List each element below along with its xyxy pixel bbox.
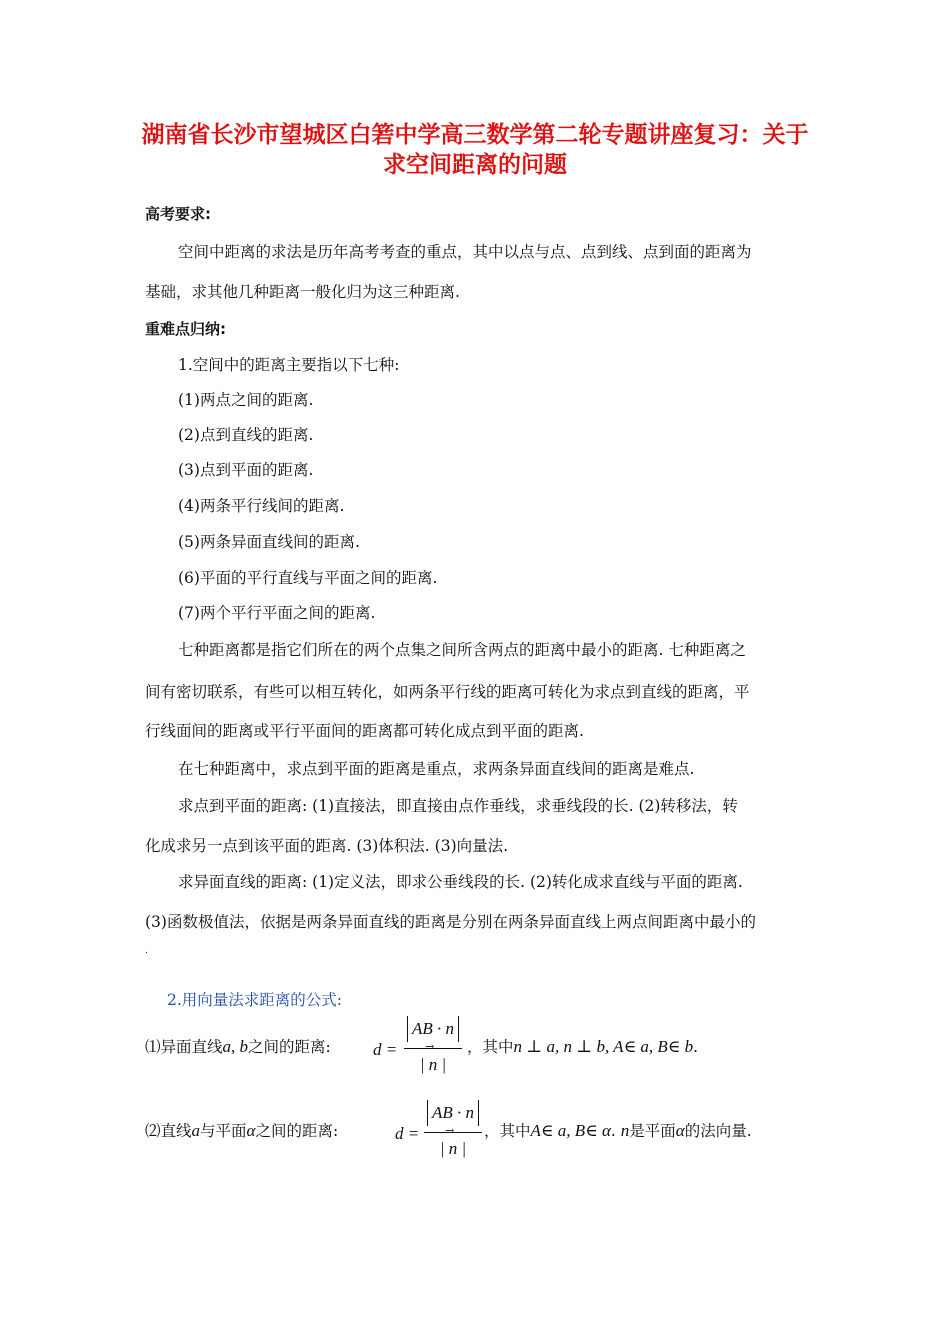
formula-1-d: d =	[373, 1040, 398, 1059]
formula-2-tail-2: 的法向量.	[684, 1122, 752, 1140]
paragraph-line: 间有密切联系，有些可以相互转化，如两条平行线的距离可转化为求点到直线的距离，平	[145, 683, 750, 701]
list-item: (1)两点之间的距离.	[178, 391, 314, 409]
formula-1-vars: a, b	[222, 1037, 249, 1056]
formula-1-denominator: | n |	[419, 1055, 447, 1075]
list-item: (4)两条平行线间的距离.	[178, 497, 345, 515]
section-heading-key-points: 重难点归纳:	[145, 320, 226, 338]
formula-2-d: d =	[395, 1124, 420, 1143]
list-intro: 1.空间中的距离主要指以下七种:	[178, 356, 400, 374]
formula-2-dot: .	[610, 1122, 616, 1140]
title-line-2: 求空间距离的问题	[383, 152, 567, 178]
formula-1-where-text: ，其中	[467, 1038, 514, 1056]
formula-2-var-alpha-2: α	[675, 1121, 685, 1140]
paragraph-line: 求点到平面的距离: (1)直接法，即直接由点作垂线，求垂线段的长. (2)转移法，转	[178, 797, 738, 815]
section-heading-requirements: 高考要求:	[145, 205, 211, 223]
paragraph-line: 行线面间的距离或平行平面间的距离都可转化成点到平面的距离.	[145, 722, 584, 740]
formula-2-mid: 与平面	[200, 1122, 247, 1140]
formula-1-where	[467, 1035, 698, 1057]
list-item: (5)两条异面直线间的距离.	[178, 533, 360, 551]
document-title	[120, 120, 830, 180]
paragraph-line: 在七种距离中，求点到平面的距离是重点，求两条异面直线间的距离是难点.	[178, 760, 695, 778]
formula-1-end: .	[693, 1038, 699, 1056]
formula-2-where-text: ，其中	[484, 1122, 531, 1140]
formula-1-numerator: AB · n	[407, 1016, 459, 1042]
paragraph-line: 求异面直线的距离: (1)定义法，即求公垂线段的长. (2)转化成求直线与平面的距离.	[178, 873, 743, 891]
formula-2-var-a: a	[191, 1121, 201, 1140]
title-line-1: 湖南省长沙市望城区白箬中学高三数学第二轮专题讲座复习：关于	[141, 122, 809, 148]
formula-1-label	[145, 1035, 331, 1057]
formula-2-tail-1: 是平面	[629, 1122, 676, 1140]
formula-2-numerator: AB · n	[427, 1100, 479, 1126]
vector-arrow-icon: →	[445, 1124, 455, 1137]
formula-2-prefix: ⑵直线	[145, 1122, 192, 1140]
paragraph-line: 基础，求其他几种距离一般化归为这三种距离.	[145, 283, 460, 301]
paragraph-line: 空间中距离的求法是历年高考考查的重点，其中以点与点、点到线、点到面的距离为	[178, 243, 752, 261]
formula-2-label	[145, 1119, 338, 1141]
formula-2-denominator: | n |	[439, 1139, 467, 1159]
formula-1-conditions: n ⊥ a, n ⊥ b, A∈ a, B∈ b	[513, 1037, 694, 1056]
formula-1-prefix: ⑴异面直线	[145, 1038, 223, 1056]
paragraph-line: 化成求另一点到该平面的距离. (3)体积法. (3)向量法.	[145, 837, 509, 855]
paragraph-line: .	[145, 946, 148, 956]
paragraph-line: 七种距离都是指它们所在的两个点集之间所含两点的距离中最小的距离. 七种距离之	[178, 641, 746, 659]
list-item: (7)两个平行平面之间的距离.	[178, 604, 376, 622]
formula-2-conditions: A∈ a, B∈ α	[530, 1121, 611, 1140]
formula-2-where	[484, 1119, 752, 1141]
formula-2-var-alpha: α	[246, 1121, 256, 1140]
section-heading-vector-method: 2.用向量法求距离的公式:	[167, 991, 343, 1009]
formula-1-suffix: 之间的距离:	[248, 1038, 331, 1056]
formula-2-var-n: n	[620, 1121, 630, 1140]
paragraph-line: (3)函数极值法，依据是两条异面直线的距离是分别在两条异面直线上两点间距离中最小的	[145, 913, 756, 931]
list-item: (6)平面的平行直线与平面之间的距离.	[178, 569, 438, 587]
vector-arrow-icon: →	[425, 1040, 435, 1053]
list-item: (3)点到平面的距离.	[178, 461, 314, 479]
formula-2-suffix: 之间的距离:	[255, 1122, 339, 1140]
list-item: (2)点到直线的距离.	[178, 426, 314, 444]
